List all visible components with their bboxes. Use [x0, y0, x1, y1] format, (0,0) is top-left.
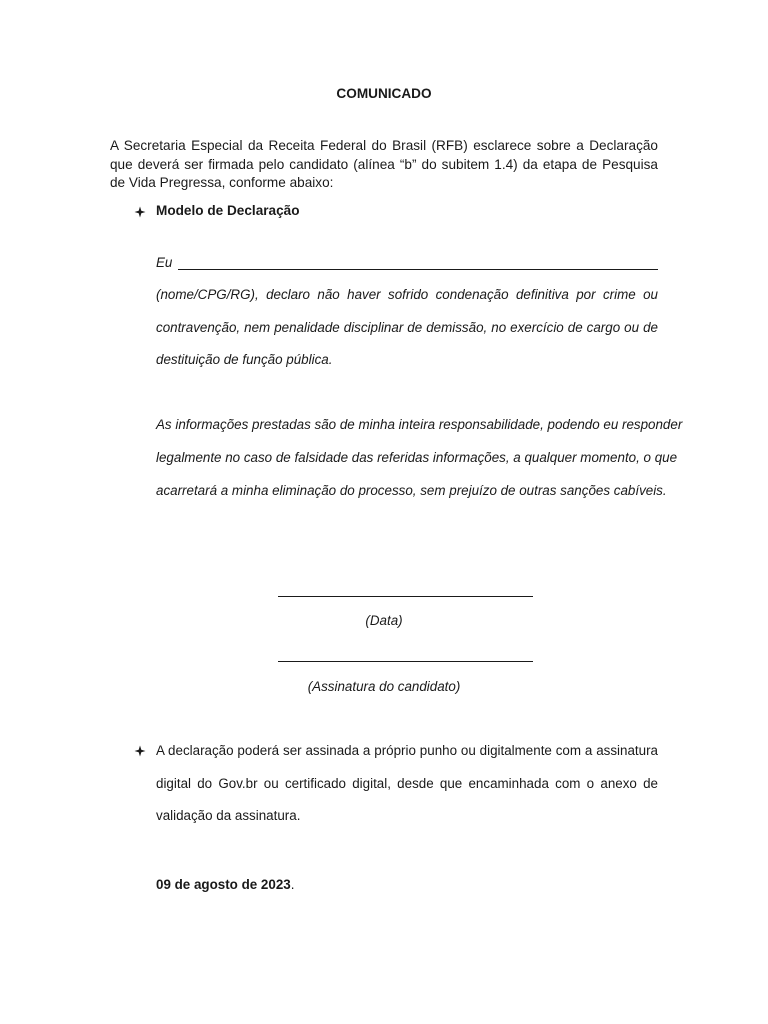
document-date-period: .	[290, 877, 295, 892]
declaration-line: contravenção, nem penalidade disciplinar de demissão, no exercício de cargo ou de	[156, 320, 658, 335]
note-line: digital do Gov.br ou certificado digital, desde que encaminhada com o anexo de	[156, 776, 658, 791]
document-date	[156, 877, 294, 892]
intro-paragraph: A Secretaria Especial da Receita Federal do Brasil (RFB) esclarece sobre a Declaração que deverá ser firmada pelo candidato (alínea “b” do subitem 1.4) da etapa de Pesquisa de Vida Pregressa, conforme abaixo:	[110, 138, 658, 190]
declaration-name-line	[156, 255, 658, 270]
declaration-eu-label: Eu	[156, 255, 173, 270]
declaration-line: acarretará a minha eliminação do processo, sem prejuízo de outras sanções cabíveis.	[156, 483, 667, 498]
note-line: A declaração poderá ser assinada a próprio punho ou digitalmente com a assinatura	[156, 743, 658, 758]
diamond-bullet-icon	[133, 205, 147, 219]
declaration-line: (nome/CPG/RG), declaro não haver sofrido condenação definitiva por crime ou	[156, 287, 658, 302]
document-date-text: 09 de agosto de 2023	[156, 877, 291, 892]
note-line: validação da assinatura.	[156, 808, 301, 823]
signature-blank-line	[278, 661, 533, 662]
document-title: COMUNICADO	[336, 86, 432, 101]
declaration-line: legalmente no caso de falsidade das referidas informações, a qualquer momento, o que	[156, 450, 678, 465]
date-blank-line	[278, 596, 533, 597]
declaration-line: As informações prestadas são de minha inteira responsabilidade, podendo eu responder	[156, 417, 683, 432]
date-label: (Data)	[365, 613, 403, 628]
diamond-bullet-icon	[133, 744, 147, 758]
declaration-line: destituição de função pública.	[156, 352, 333, 367]
section-heading: Modelo de Declaração	[156, 203, 300, 218]
signature-label: (Assinatura do candidato)	[307, 679, 461, 694]
name-blank-line	[178, 256, 658, 270]
